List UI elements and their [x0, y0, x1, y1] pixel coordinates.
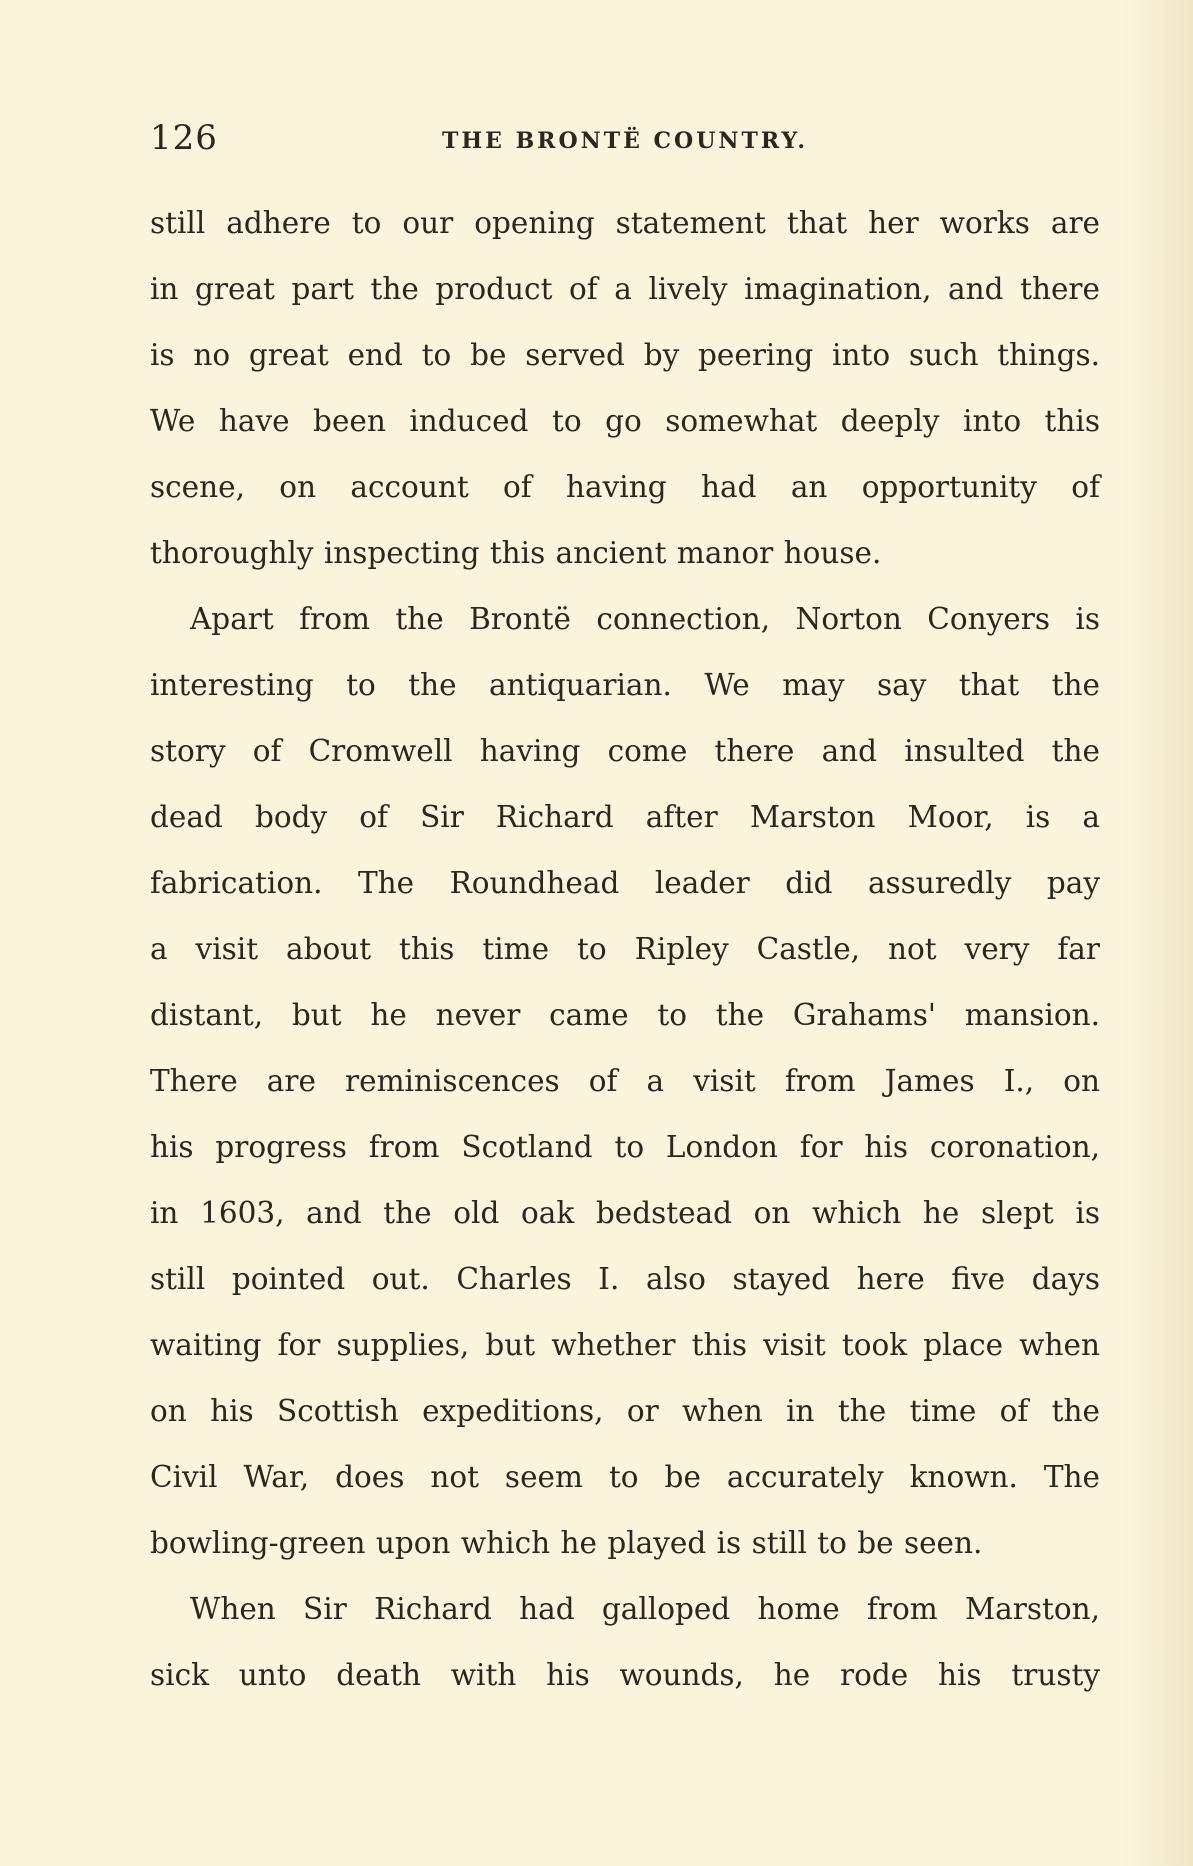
text-line: in great part the product of a lively imagination, and there [150, 272, 1100, 306]
page-number: 126 [150, 118, 218, 158]
text-line: sick unto death with his wounds, he rode his trusty [150, 1658, 1100, 1692]
text-line: scene, on account of having had an opportunity of [150, 470, 1100, 504]
text-line: a visit about this time to Ripley Castle, not very far [150, 932, 1100, 966]
body-text [150, 190, 1100, 1708]
text-line: When Sir Richard had galloped home from Marston, [190, 1592, 1100, 1626]
text-line: waiting for supplies, but whether this visit took place when [150, 1328, 1100, 1362]
text-line: still pointed out. Charles I. also stayed here five days [150, 1262, 1100, 1296]
running-head: THE BRONTË COUNTRY. [442, 128, 809, 154]
text-line: distant, but he never came to the Grahams' mansion. [150, 998, 1100, 1032]
text-line: Civil War, does not seem to be accurately known. The [150, 1460, 1100, 1494]
text-line: is no great end to be served by peering into such things. [150, 338, 1100, 372]
text-line: Apart from the Brontë connection, Norton Conyers is [190, 602, 1100, 636]
text-line: still adhere to our opening statement that her works are [150, 206, 1100, 240]
text-line: story of Cromwell having come there and insulted the [150, 734, 1100, 768]
text-line: on his Scottish expeditions, or when in the time of the [150, 1394, 1100, 1428]
text-line: his progress from Scotland to London for his coronation, [150, 1130, 1100, 1164]
text-line: fabrication. The Roundhead leader did assuredly pay [150, 866, 1100, 900]
text-line: bowling-green upon which he played is still to be seen. [150, 1526, 983, 1560]
text-line: in 1603, and the old oak bedstead on which he slept is [150, 1196, 1100, 1230]
page-header [150, 118, 1100, 158]
text-line: thoroughly inspecting this ancient manor house. [150, 536, 882, 570]
text-line: We have been induced to go somewhat deeply into this [150, 404, 1100, 438]
text-line: interesting to the antiquarian. We may say that the [150, 668, 1100, 702]
text-line: There are reminiscences of a visit from James I., on [150, 1064, 1100, 1098]
text-line: dead body of Sir Richard after Marston Moor, is a [150, 800, 1100, 834]
